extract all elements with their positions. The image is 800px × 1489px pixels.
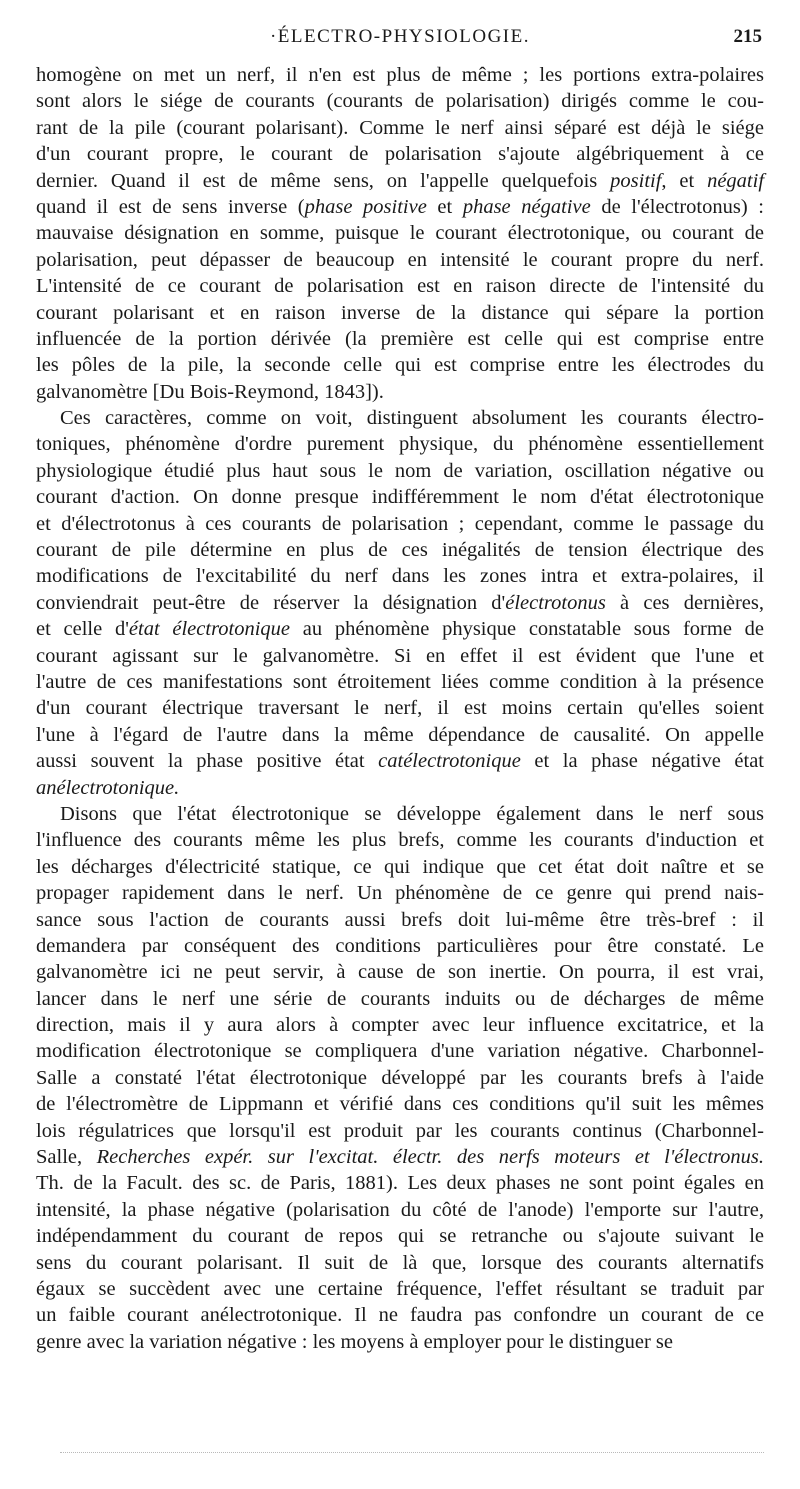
text-line: un faible courant anélectrotonique. Il ne faudra pas confondre un courant de ce (36, 1304, 764, 1327)
text-line: lois régulatrices que lorsqu'il est produit par les courants continus (Charbonnel- (36, 1119, 764, 1142)
text-line: intensité, la phase négative (polarisation du côté de l'anode) l'emporte sur l'autre, (36, 1198, 764, 1221)
text-line: homogène on met un nerf, il n'en est plus de même ; les portions extra-polaires (36, 64, 764, 86)
text-line: demandera par conséquent des conditions particulières pour être constaté. Le (36, 934, 764, 957)
text-line: sance sous l'action de courants aussi brefs doit lui-même être très-bref : il (36, 908, 764, 931)
text-line: Salle a constaté l'état électrotonique développé par les courants brefs à l'aide (36, 1066, 764, 1089)
text-line: conviendrait peut-être de réserver la désignation d'électrotonus à ces dernières, (36, 591, 764, 614)
paragraph (36, 801, 764, 1355)
text-line: les décharges d'électricité statique, ce qui indique que cet état doit naître et se (36, 855, 764, 878)
body-text (36, 62, 764, 1355)
paragraph (36, 62, 764, 405)
text-line: l'une à l'égard de l'autre dans la même dépendance de causalité. On appelle (36, 723, 764, 746)
text-line: mauvaise désignation en somme, puisque le courant électrotonique, ou courant de (36, 222, 764, 245)
text-line: les pôles de la pile, la seconde celle qui est comprise entre les électrodes du (36, 354, 764, 377)
footer-dotted-rule (60, 1452, 764, 1453)
text-line: l'influence des courants même les plus brefs, comme les courants d'induction et (36, 829, 764, 852)
text-line: polarisation, peut dépasser de beaucoup en intensité le courant propre du nerf. (36, 248, 764, 271)
text-line: d'un courant propre, le courant de polarisation s'ajoute algébriquement à ce (36, 143, 764, 166)
text-line: L'intensité de ce courant de polarisation est en raison directe de l'intensité du (36, 275, 764, 298)
text-line: physiologique étudié plus haut sous le nom de variation, oscillation négative ou (36, 459, 764, 482)
text-line: Disons que l'état électrotonique se développe également dans le nerf sous (60, 802, 764, 825)
text-line: Salle, Recherches expér. sur l'excitat. électr. des nerfs moteurs et l'électronus. (36, 1146, 764, 1169)
text-line: et d'électrotonus à ces courants de polarisation ; cependant, comme le passage du (36, 512, 764, 535)
text-line: sont alors le siége de courants (courants de polarisation) dirigés comme le cou- (36, 90, 764, 113)
text-line: l'autre de ces manifestations sont étroitement liées comme condition à la présence (36, 670, 764, 693)
text-line: propager rapidement dans le nerf. Un phénomène de ce genre qui prend nais- (36, 882, 764, 905)
text-line: modifications de l'excitabilité du nerf dans les zones intra et extra-polaires, il (36, 565, 764, 588)
paragraph (36, 405, 764, 801)
text-line: courant d'action. On donne presque indifféremment le nom d'état électrotonique (36, 486, 764, 509)
text-line: courant polarisant et en raison inverse de la distance qui sépare la portion (36, 301, 764, 324)
page-number: 215 (733, 26, 762, 47)
text-line: sens du courant polarisant. Il suit de là que, lorsque des courants alternatifs (36, 1251, 764, 1274)
running-head (36, 26, 764, 56)
text-line: influencée de la portion dérivée (la première est celle qui est comprise entre (36, 327, 764, 350)
text-line: galvanomètre ici ne peut servir, à cause de son inertie. On pourra, il est vrai, (36, 961, 764, 984)
text-line: anélectrotonique. (36, 776, 180, 799)
text-line: aussi souvent la phase positive état catélectrotonique et la phase négative état (36, 750, 764, 773)
text-line: courant agissant sur le galvanomètre. Si en effet il est évident que l'une et (36, 644, 764, 667)
text-line: et celle d'état électrotonique au phénomène physique constatable sous forme de (36, 618, 764, 641)
text-line: dernier. Quand il est de même sens, on l'appelle quelquefois positif, et négatif (36, 169, 765, 192)
text-line: genre avec la variation négative : les moyens à employer pour le distinguer se (36, 1330, 673, 1353)
text-line: modification électrotonique se compliquera d'une variation négative. Charbonnel- (36, 1040, 764, 1063)
text-line: courant de pile détermine en plus de ces inégalités de tension électrique des (36, 539, 764, 562)
text-line: toniques, phénomène d'ordre purement physique, du phénomène essentiellement (36, 433, 764, 456)
text-line: Ces caractères, comme on voit, distinguent absolument les courants électro- (60, 407, 764, 430)
text-line: galvanomètre [Du Bois-Reymond, 1843]). (36, 380, 384, 403)
running-title: ·ÉLECTRO-PHYSIOLOGIE. (269, 26, 530, 47)
text-line: lancer dans le nerf une série de courants induits ou de décharges de même (36, 987, 764, 1010)
text-line: rant de la pile (courant polarisant). Comme le nerf ainsi séparé est déjà le siége (36, 116, 764, 139)
text-line: égaux se succèdent avec une certaine fréquence, l'effet résultant se traduit par (36, 1277, 764, 1300)
text-line: Th. de la Facult. des sc. de Paris, 1881). Les deux phases ne sont point égales en (36, 1172, 764, 1195)
text-line: d'un courant électrique traversant le nerf, il est moins certain qu'elles soient (36, 697, 764, 720)
text-line: de l'électromètre de Lippmann et vérifié dans ces conditions qu'il suit les mêmes (36, 1093, 764, 1116)
text-line: indépendamment du courant de repos qui se retranche ou s'ajoute suivant le (36, 1225, 764, 1248)
text-line: quand il est de sens inverse (phase positive et phase négative de l'électrotonus) : (36, 195, 764, 218)
text-line: direction, mais il y aura alors à compter avec leur influence excitatrice, et la (36, 1014, 764, 1037)
